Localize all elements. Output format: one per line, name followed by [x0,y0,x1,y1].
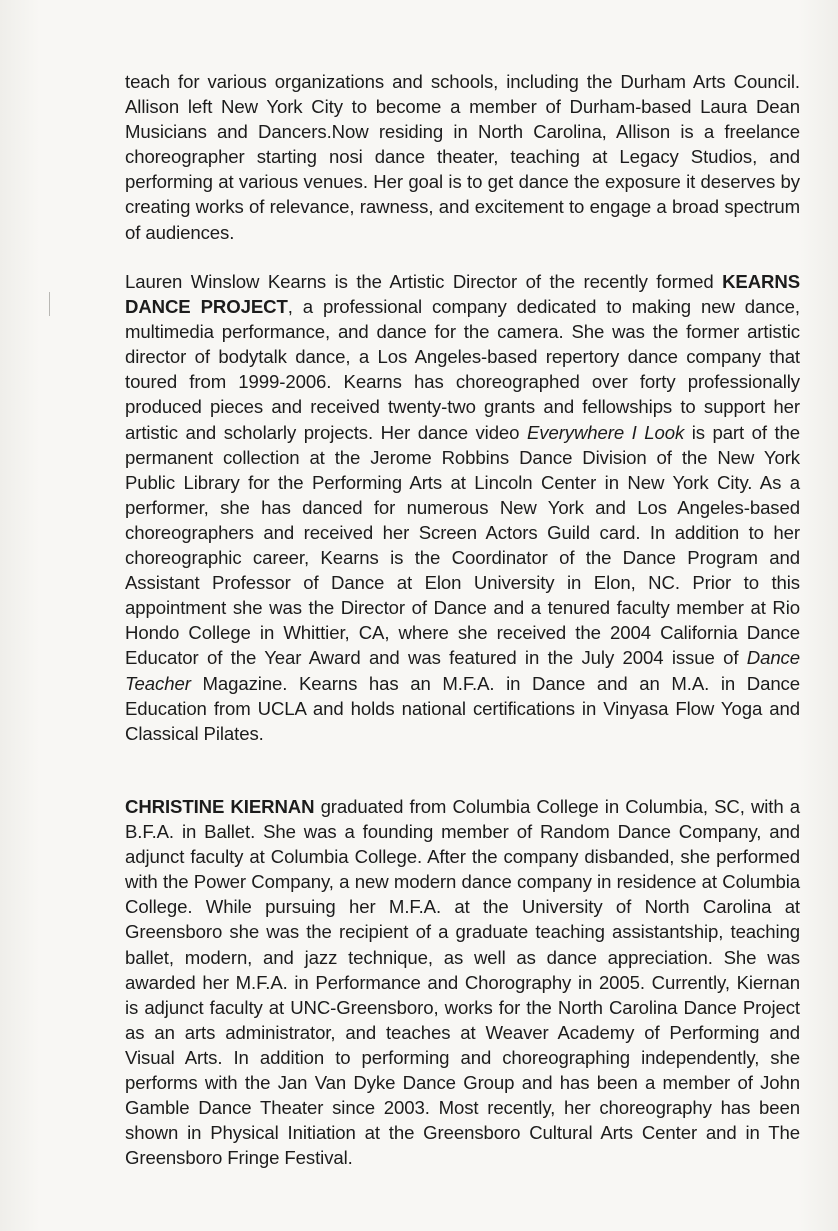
bio-paragraph-kearns [125,269,800,746]
paragraph-body: graduated from Columbia College in Columbia, SC, with a B.F.A. in Ballet. She was a founding member of Random Dance Company, and adjunct faculty at Columbia College. After the company disbanded, she performed with the Power Company, a new modern dance company in residence at Columbia College. While pursuing her M.F.A. at the University of North Carolina at Greensboro she was the recipient of a graduate teaching assistantship, teaching ballet, modern, and jazz technique, as well as dance appreciation. She was awarded her M.F.A. in Performance and Chorography in 2005. Currently, Kiernan is adjunct faculty at UNC-Greensboro, works for the North Carolina Dance Project as an arts administrator, and teaches at Weaver Academy of Performing and Visual Arts. In addition to performing and choreographing independently, she performs with the Jan Van Dyke Dance Group and has been a member of John Gamble Dance Theater since 2003. Most recently, her choreography has been shown in Physical Initiation at the Greensboro Cultural Arts Center and in The Greensboro Fringe Festival. [125,796,800,1169]
paragraph-body-end: Magazine. Kearns has an M.F.A. in Dance and an M.A. in Dance Education from UCLA and holds national certifications in Vinyasa Flow Yoga and Classical Pilates. [125,672,800,744]
paragraph-text: teach for various organizations and schools, including the Durham Arts Council. Allison left New York City to become a member of Durham-based Laura Dean Musicians and Dancers.Now residing in North Carolina, Allison is a freelance choreographer starting nosi dance theater, teaching at Legacy Studios, and performing at various venues. Her goal is to get dance the exposure it deserves by creating works of relevance, rawness, and excitement to engage a broad spectrum of audiences. [125,71,800,243]
paragraph-body: , a professional company dedicated to making new dance, multimedia performance, and dance for the camera. She was the former artistic director of bodytalk dance, a Los Angeles-based repertory dance company that toured from 1999-2006. Kearns has choreographed over forty professionally produced pieces and received twenty-two grants and fellowships to support her artistic and scholarly projects. Her dance video [125,296,800,443]
magazine-title: Dance Teacher [125,647,800,694]
company-name: KEARNS DANCE PROJECT [125,271,800,318]
paragraph-intro: Lauren Winslow Kearns is the Artistic Director of the recently formed [125,271,723,292]
person-name: CHRISTINE KIERNAN [125,796,315,817]
bio-paragraph-kiernan [125,794,800,1170]
page-crease-mark [49,292,50,316]
paragraph-body-continued: is part of the permanent collection at the Jerome Robbins Dance Division of the New York Public Library for the Performing Arts at Lincoln Center in New York City. As a performer, she has danced for numerous New York and Los Angeles-based choreographers and received her Screen Actors Guild card. In addition to her choreographic career, Kearns is the Coordinator of the Dance Program and Assistant Professor of Dance at Elon University in Elon, NC. Prior to this appointment she was the Director of Dance and a tenured faculty member at Rio Hondo College in Whittier, CA, where she received the 2004 California Dance Educator of the Year Award and was featured in the July 2004 issue of [125,421,800,669]
video-title: Everywhere I Look [526,421,685,443]
paragraph-text [125,269,800,746]
bio-paragraph-allison [125,69,800,245]
paragraph-text [125,794,800,1170]
